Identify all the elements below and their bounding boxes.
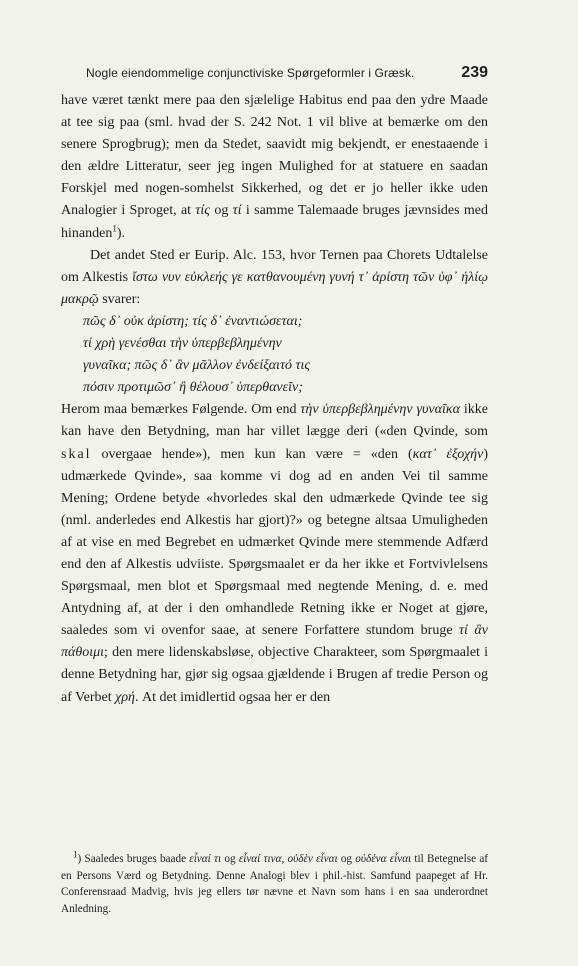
paragraph-analysis: [61, 399, 488, 708]
text-run: svarer:: [98, 291, 141, 307]
verse-quotation: [61, 311, 488, 399]
greek-phrase: εἶναί τι: [189, 853, 222, 865]
greek-quotation: ἴστω νυν εὐκλεής γε κατθανουμένη γυνή τ᾽ ἀρίστη τῶν ὑφ᾽ ἡλίῳ μακρῷ: [61, 269, 488, 307]
greek-phrase: οὐδένα εἶναι: [355, 853, 412, 865]
page-header: [86, 64, 488, 82]
page-number: 239: [461, 64, 488, 81]
text-run: Herom maa bemærkes Følgende. Om end: [61, 402, 301, 418]
text-run: ).: [116, 225, 125, 241]
verse-line: πόσιν προτιμῶσ᾽ ἢ θέλουσ᾽ ὑπερθανεῖν;: [83, 380, 303, 396]
greek-phrase: τὴν ὑπερβεβλημένην γυναῖκα: [300, 402, 460, 418]
paragraph-continuation: [61, 90, 488, 245]
text-run: og: [337, 853, 356, 865]
text-run: . At det imidlertid ogsaa her er den: [135, 689, 331, 705]
text-run: overgaae hende»), men kun kan være = «den (: [91, 446, 413, 462]
paragraph-alcestis: [61, 245, 488, 311]
text-run: i samme Talemaade bruges jævnsides med hinanden: [61, 203, 488, 241]
greek-phrase: κατ᾽ ἐξοχήν: [412, 446, 484, 462]
text-run: ikke kan have den Betydning, man har villet lægge deri («den Qvinde, som: [61, 402, 489, 440]
greek-word: χρή: [115, 689, 135, 705]
text-run: ) udmærkede Qvinde», saa komme vi dog ad en anden Vei til samme Mening; Ordene betyde «hvorledes skal den udmærkede Qvinde tee sig (nml. anderledes end Alkestis har gjort)?» og betegne altsaa Umuligheden af at vise en med Begrebet en udmærket Qvinde mere stemmende Adfærd end den af Alkestis udviiste. Spørgsmaalet er da her ikke et Fortvivlelsens Spørgsmaal, men blot et Spørgsmaal med negtende Mening, d. e. med Antydning af, at der i den omhandlede Retning ikke er Noget at gjøre, saaledes som vi ovenfor saae, at senere Forfattere stundom bruge: [61, 446, 488, 639]
text-run: og: [209, 203, 233, 219]
verse-line: τί χρὴ γενέσθαι τὴν ὑπερβεβλημένην: [83, 336, 282, 352]
greek-phrase: εἶναί τινα: [238, 853, 282, 865]
footnote-reference[interactable]: 1: [112, 222, 117, 233]
main-text: [61, 90, 488, 709]
text-run: ,: [281, 853, 288, 865]
footnote: [61, 851, 488, 917]
text-run: Det andet Sted er Eurip. Alc. 153, hvor Ternen paa Chorets Udtalelse om Alkestis: [61, 247, 488, 285]
footnote-text: [61, 851, 488, 917]
text-run: ) Saaledes bruges baade: [77, 853, 190, 865]
greek-word: τί: [232, 203, 242, 219]
text-run: til Betegnelse af en Persons Værd og Betydning. Denne Analogi blev i phil.-hist. Samfund paapeget af Hr. Conferensraad Madvig, hvis jeg ellers tør nævne et Navn som hans i en saa underordnet Anledning.: [61, 853, 489, 915]
running-title: Nogle eiendommelige conjunctiviske Spørgeformler i Græsk.: [86, 66, 415, 80]
greek-phrase: τί ἂν πάθοιμι: [61, 623, 488, 661]
footnote-marker: 1: [73, 849, 78, 860]
text-run: ; den mere lidenskabsløse, objective Charakteer, som Spørgmaalet i denne Betydning har, gjør sig ogsaa gjældende i Brugen af tredie Person og af Verbet: [61, 645, 488, 705]
verse-line: γυναῖκα; πῶς δ᾽ ἂν μᾶλλον ἐνδείξαιτό τις: [83, 358, 311, 374]
text-run: og: [221, 853, 239, 865]
greek-phrase: οὐδὲν εἶναι: [287, 853, 338, 865]
verse-line: πῶς δ᾽ οὐκ ἀρίστη; τίς δ᾽ ἐναντιώσεται;: [83, 313, 303, 329]
text-run: have været tænkt mere paa den sjælelige Habitus end paa den ydre Maade at tee sig paa (sml. hvad der S. 242 Not. 1 vil blive at bemærke om den senere Sprogbrug); men da Stedet, saavidt mig bekjendt, er enestaaende i den ældre Litteratur, seer jeg ingen Mulighed for at statuere en saadan Forskjel med nogen-somhelst Sikkerhed, og det er jo heller ikke uden Analogier i Sproget, at: [61, 93, 488, 219]
greek-word: τίς: [195, 203, 210, 219]
emphasized-word: skal: [61, 446, 92, 462]
